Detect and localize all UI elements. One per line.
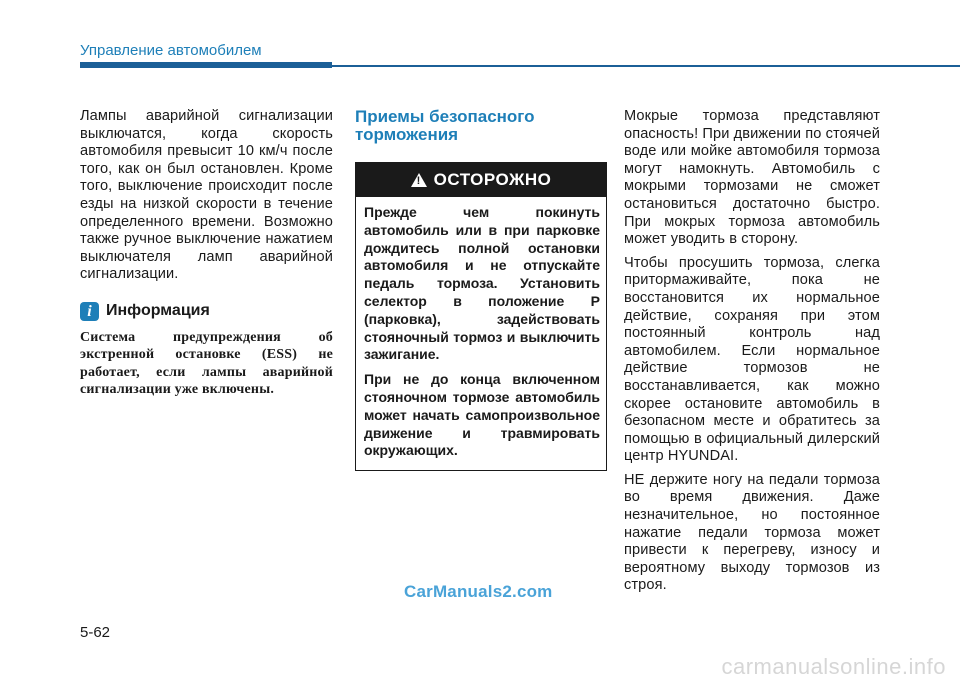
info-icon: i bbox=[80, 302, 99, 321]
warning-paragraph: Прежде чем покинуть автомобиль или в при парковке дождитесь полной остановки автомобиля и не отпускайте педаль тормоза. Установить селектор в положение P (парковка), задействовать стояночный тормоз и выключить зажигание. bbox=[364, 204, 600, 363]
body-paragraph: НЕ держите ногу на педали тормоза во время движения. Даже незначительное, но постоянное нажатие педали тормоза может привести к перегреву, износу и вероятному выходу тормозов из строя. bbox=[624, 471, 880, 594]
info-text: Система предупреждения об экстренной остановке (ESS) не работает, если лампы аварийной сигнализации уже включены. bbox=[80, 329, 333, 398]
warning-body bbox=[356, 197, 606, 470]
column-left bbox=[80, 108, 333, 399]
column-right bbox=[624, 108, 880, 595]
footer-watermark: carmanualsonline.info bbox=[721, 654, 946, 679]
info-title: Информация bbox=[106, 302, 210, 320]
body-paragraph: Лампы аварийной сигнализации выключатся, когда скорость автомобиля превысит 10 км/ч после того, как он был остановлен. Кроме того, выключение происходит после езды на низкой скорости в течение определенного времени. Возможно также ручное выключение нажатием выключателя ламп аварийной сигнализации. bbox=[80, 108, 333, 283]
section-header-title: Управление автомобилем bbox=[80, 42, 262, 59]
warning-header bbox=[356, 163, 606, 197]
header-rule-dark bbox=[80, 62, 332, 68]
page-number: 5-62 bbox=[80, 624, 111, 641]
column-middle bbox=[355, 108, 607, 471]
warning-title: ОСТОРОЖНО bbox=[433, 170, 552, 189]
body-paragraph: Чтобы просушить тормоза, слегка притормаживайте, пока не восстановится их нормальное действие, сохраняя при этом постоянный контроль над автомобилем. Если нормальное действие тормозов не восстанавливается, как можно скорее остановите автомобиль в безопасном месте и обратитесь за помощью в официальный дилерский центр HYUNDAI. bbox=[624, 254, 880, 465]
site-watermark[interactable]: CarManuals2.com bbox=[404, 582, 553, 601]
header-rule bbox=[332, 65, 960, 67]
info-heading bbox=[80, 302, 333, 321]
warning-triangle-icon: ! bbox=[411, 173, 427, 187]
warning-paragraph: При не до конца включенном стояночном тормозе автомобиль может начать самопроизвольное движение и травмировать окружающих. bbox=[364, 371, 600, 459]
warning-box bbox=[355, 162, 607, 471]
body-paragraph: Мокрые тормоза представляют опасность! При движении по стоячей воде или мойке автомобиля тормоза могут намокнуть. Автомобиль с мокрыми тормозами не сможет остановиться достаточно быстро. При мокрых тормоза автомобиль может уводить в сторону. bbox=[624, 108, 881, 248]
section-title: Приемы безопасного торможения bbox=[355, 107, 535, 144]
